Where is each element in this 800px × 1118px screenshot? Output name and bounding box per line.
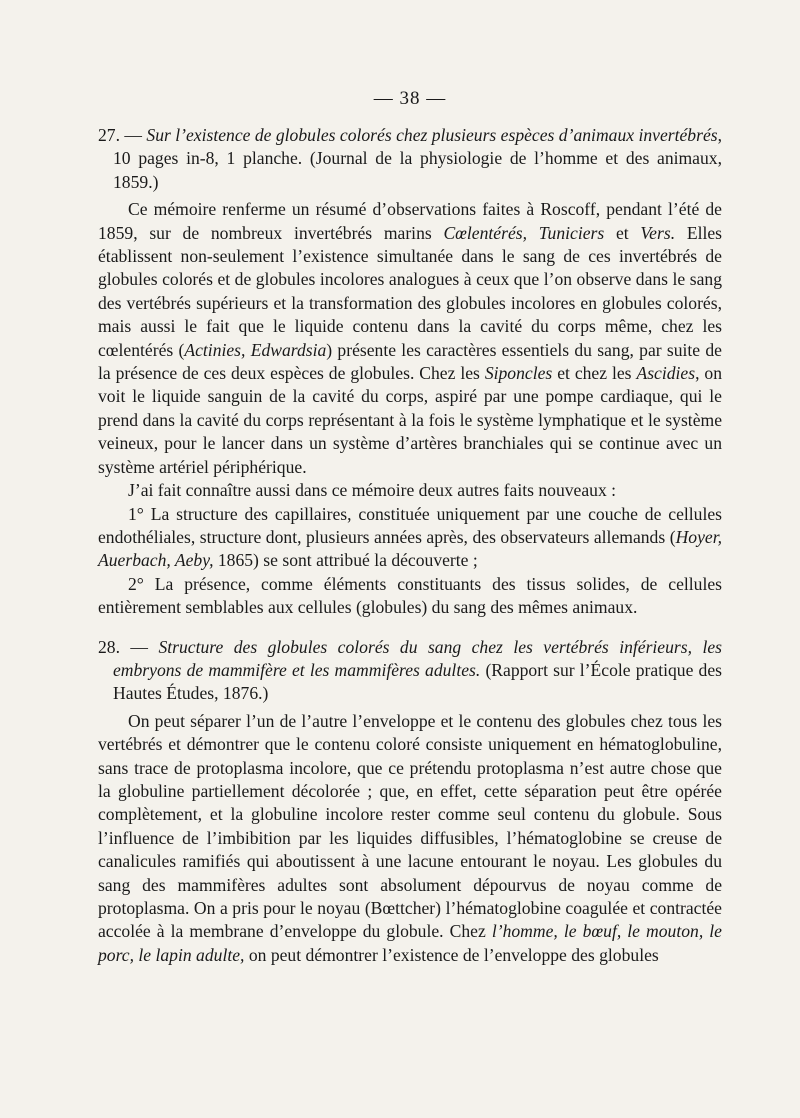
text-run: 1° La structure des capillaires, constituée uniquement par une couche de cellules endothéliales, structure dont, plusieurs années après, des observateurs allemands (	[98, 503, 722, 547]
text-run: Elles établissent non-seulement l’existence simultanée dans le sang de ces invertébrés de globules colorés et de globules incolores analogues à ceux que l’on observe dans le sang des vertébrés supérieurs et la transformation des globules incolores en globules colorés, mais aussi le fait que le liquide contenu dans la cavité du corps même, chez les cœlentérés (	[98, 222, 722, 360]
italic-run: Cœlentérés, Tuniciers	[443, 222, 605, 243]
bibliography-entry-27	[98, 124, 722, 194]
entry-title: Structure des globules colorés du sang chez les vertébrés inférieurs, les embryons de mammifère et les mammifères adultes.	[113, 636, 722, 680]
entry-title: Sur l’existence de globules colorés chez plusieurs espèces d’animaux invertébrés	[146, 125, 718, 145]
paragraph-summary-27	[98, 198, 722, 479]
text-run: Ce mémoire renferme un résumé d’observations faites à Roscoff, pendant l’été de 1859, sur de nombreux invertébrés marins	[98, 199, 722, 243]
text-run: , on voit le liquide sanguin de la cavité du corps, aspiré par une pompe cardiaque, qui le prend dans la cavité du corps représentant à la fois le système lymphatique et le système veineux, pour le lancer dans un système d’artères branchiales qui se continue avec un système artériel périphérique.	[98, 363, 723, 477]
italic-run: Ascidies	[636, 363, 696, 384]
list-item-capillaries	[98, 503, 722, 573]
text-run: on peut démontrer l’existence de l’enveloppe des globules	[244, 944, 659, 965]
text-run: et chez les	[552, 363, 637, 384]
entry-number: 27. —	[98, 125, 147, 145]
bibliography-entry-28	[98, 636, 722, 706]
italic-run: Siponcles	[484, 363, 553, 384]
italic-run: Hoyer, Auerbach, Aeby,	[98, 526, 722, 571]
italic-run: l’homme, le bœuf, le mouton, le porc, le lapin adulte,	[98, 921, 722, 965]
page-number: — 38 —	[373, 88, 447, 109]
italic-run: Vers.	[640, 222, 676, 243]
text-run: et	[604, 222, 641, 243]
text-run: 1865) se sont attribué la découverte ;	[213, 550, 478, 571]
italic-run: Actinies, Edwardsia	[184, 339, 327, 360]
entry-number: 28. —	[98, 636, 159, 657]
paragraph-new-facts: J’ai fait connaître aussi dans ce mémoire deux autres faits nouveaux :	[128, 480, 617, 501]
entry-details: (Rapport sur l’École pratique des Hautes Études, 1876.)	[113, 659, 723, 704]
text-run: On peut séparer l’un de l’autre l’enveloppe et le contenu des globules chez tous les vertébrés et démontrer que le contenu coloré consiste uniquement en hématoglobuline, sans trace de protoplasma incolore, que ce prétendu protoplasma n’est autre chose que la globuline partiellement décolorée ; que, en effet, cette séparation peut être opérée complètement, et la globuline incolore rester comme seul contenu du globule. Sous l’influence de l’imbibition par les liquides diffusibles, l’hématoglobine se creuse de canalicules ramifiés qui aboutissent à une lacune entourant le noyau. Les globules du sang des mammifères adultes sont absolument dépourvus de noyau comme de protoplasma. On a pris pour le noyau (Bœttcher) l’hématoglobine coagulée et contractée accolée à la membrane d’enveloppe du globule. Chez	[98, 710, 722, 942]
paragraph-summary-28	[98, 710, 722, 967]
list-item-cells: 2° La présence, comme éléments constituants des tissus solides, de cellules entièrement semblables aux cellules (globules) du sang des mêmes animaux.	[98, 573, 722, 618]
entry-details: , 10 pages in-8, 1 planche. (Journal de la physiologie de l’homme et des animaux, 1859.)	[113, 125, 723, 192]
text-run: ) présente les caractères essentiels du sang, par suite de la présence de ces deux espèces de globules. Chez les	[98, 339, 722, 384]
